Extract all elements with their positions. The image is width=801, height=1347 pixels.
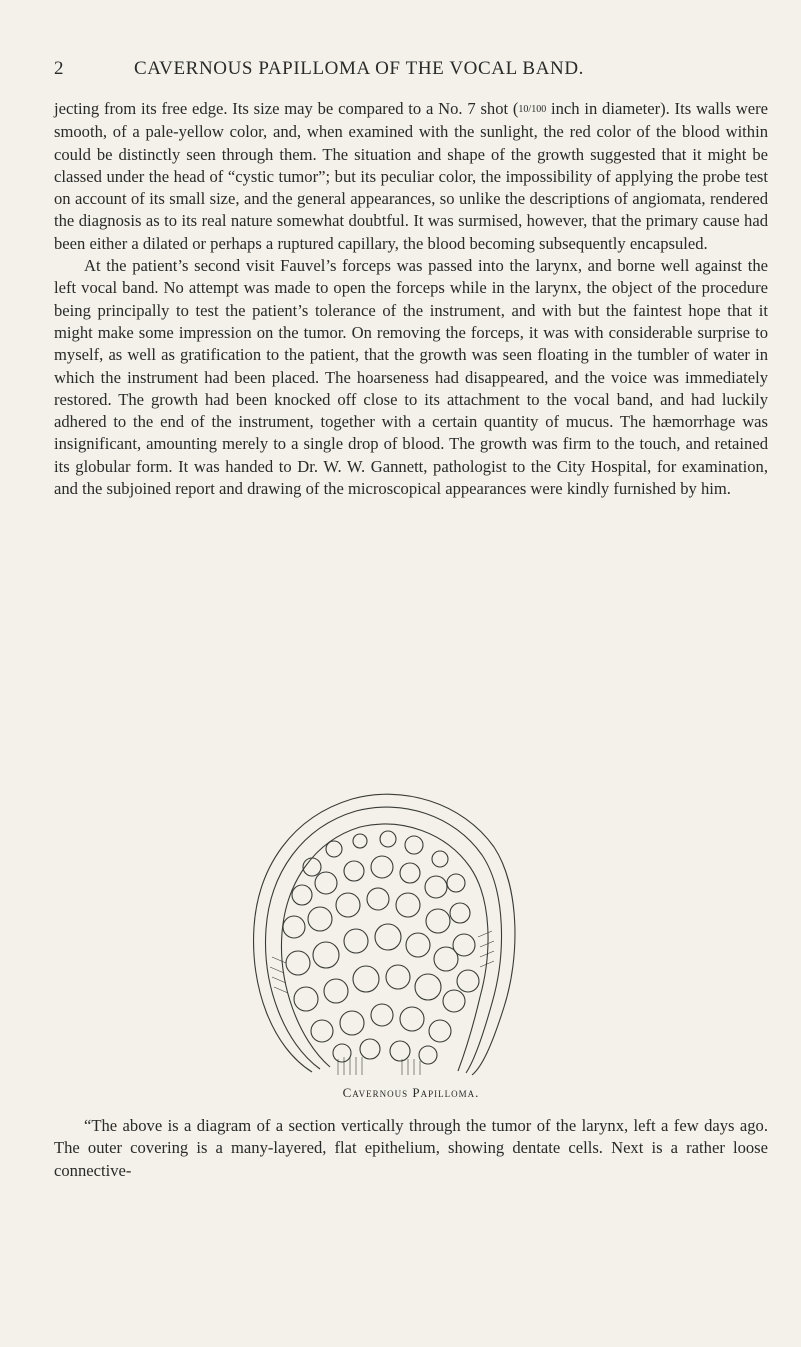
- body-text: [54, 98, 768, 500]
- fraction: 10/100: [518, 104, 547, 115]
- cavernous-papilloma-drawing: [242, 787, 522, 1077]
- quoted-report: [54, 1115, 768, 1182]
- quoted-report-paragraph: “The above is a diagram of a section vertically through the tumor of the larynx, left a few days ago. The outer covering is a many-layered, flat epithelium, showing dentate cells. Next is a rather loose connective-: [54, 1116, 768, 1180]
- page-header: [54, 58, 772, 84]
- running-head: CAVERNOUS PAPILLOMA OF THE VOCAL BAND.: [134, 58, 585, 79]
- paragraph-1-start: jecting from its free edge. Its size may be compared to a No. 7 shot (: [54, 99, 519, 118]
- figure-illustration: [242, 787, 522, 1077]
- paragraph-2: At the patient’s second visit Fauvel’s forceps was passed into the larynx, and borne well against the left vocal band. No attempt was made to open the forceps while in the larynx, the object of the procedure being principally to test the patient’s tolerance of the instrument, and with but the faintest hope that it might make some impression on the tumor. On removing the forceps, it was with considerable surprise to myself, as well as gratification to the patient, that the growth was seen floating in the tumbler of water in which the instrument had been placed. The hoarseness had disappeared, and the voice was immediately restored. The growth had been knocked off close to its attachment to the vocal band, and had luckily adhered to the end of the instrument, together with a certain quantity of mucus. The hæmorrhage was insignificant, amounting merely to a single drop of blood. The growth was firm to the touch, and retained its globular form. It was handed to Dr. W. W. Gannett, pathologist to the City Hospital, for examination, and the subjoined report and drawing of the microscopical appearances were kindly furnished by him.: [54, 256, 768, 499]
- paragraph-1: [54, 98, 768, 255]
- figure-caption: Cavernous Papilloma.: [342, 1085, 480, 1100]
- page-number: 2: [54, 58, 65, 79]
- paragraph-1-rest: inch in diameter). Its walls were smooth, of a pale-yellow color, and, when examined with the sunlight, the red color of the blood within could be distinctly seen through them. The situation and shape of the growth suggested that it might be classed under the head of “cystic tumor”; but its peculiar color, the impossibility of applying the probe test on account of its small size, and the general appearances, so unlike the descriptions of angiomata, rendered the diagnosis as to its real nature somewhat doubtful. It was surmised, however, that the primary cause had been either a dilated or perhaps a ruptured capillary, the blood becoming subsequently encapsuled.: [54, 99, 768, 253]
